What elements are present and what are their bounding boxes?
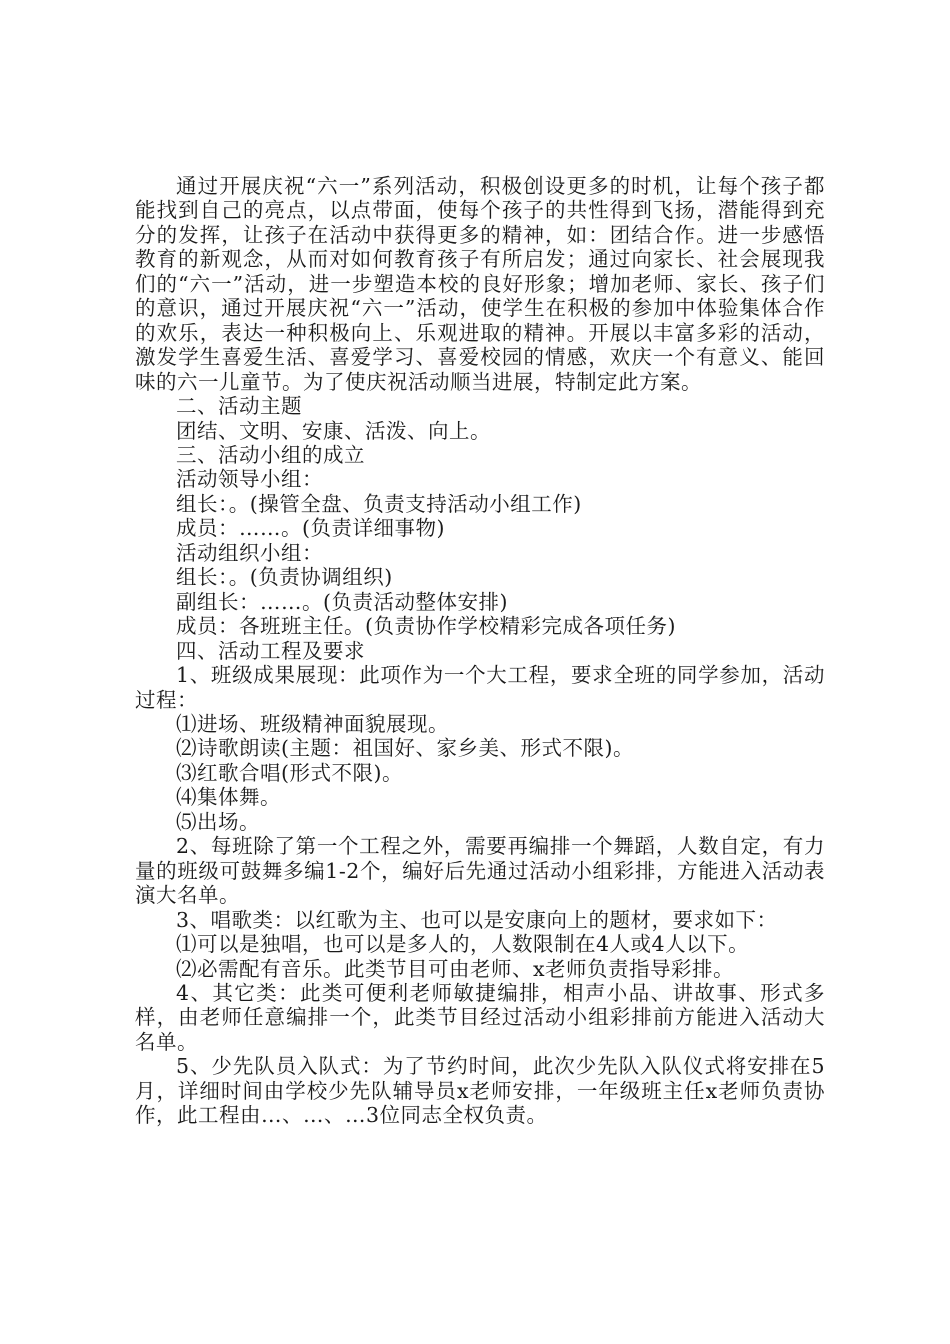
project-item-1-sub-2: ⑵诗歌朗读(主题：祖国好、家乡美、形式不限)。 [176, 736, 634, 761]
document-body [135, 174, 825, 1128]
org-group-deputy: 副组长：……。(负责活动整体安排) [176, 589, 508, 614]
project-item-3-sub-1: ⑴可以是独唱，也可以是多人的，人数限制在4人或4人以下。 [176, 932, 750, 957]
org-group-members: 成员：各班班主任。(负责协作学校精彩完成各项任务) [176, 614, 676, 639]
org-group-head: 组长：。(负责协调组织) [176, 565, 393, 590]
section-heading-groups: 三、活动小组的成立 [176, 442, 365, 467]
project-item-2: 2、每班除了第一个工程之外，需要再编排一个舞蹈，人数自定，有力量的班级可鼓舞多编1-2个，编好后先通过活动小组彩排，方能进入活动表演大名单。 [135, 834, 825, 908]
leader-group-head: 组长：。(操管全盘、负责支持活动小组工作) [176, 491, 582, 516]
project-item-5: 5、少先队员入队式：为了节约时间，此次少先队入队仪式将安排在5月，详细时间由学校少先队辅导员x老师安排，一年级班主任x老师负责协作，此工程由…、…、…3位同志全权负责。 [135, 1054, 825, 1128]
project-item-3-sub-2: ⑵必需配有音乐。此类节目可由老师、x老师负责指导彩排。 [176, 956, 735, 981]
leader-group-members: 成员：……。(负责详细事物) [176, 516, 445, 541]
project-item-1-sub-4: ⑷集体舞。 [176, 785, 281, 810]
org-group-title: 活动组织小组： [176, 540, 323, 565]
leader-group-title: 活动领导小组： [176, 467, 323, 492]
section-heading-theme: 二、活动主题 [176, 394, 302, 419]
intro-paragraph: 通过开展庆祝“六一”系列活动，积极创设更多的时机，让每个孩子都能找到自己的亮点，以点带面，使每个孩子的共性得到飞扬，潜能得到充分的发挥，让孩子在活动中获得更多的精神，如：团结合作。进一步感悟教育的新观念，从而对如何教育孩子有所启发；通过向家长、社会展现我们的“六一”活动，进一步塑造本校的良好形象；增加老师、家长、孩子们的意识，通过开展庆祝“六一”活动，使学生在积极的参加中体验集体合作的欢乐，表达一种积极向上、乐观进取的精神。开展以丰富多彩的活动，激发学生喜爱生活、喜爱学习、喜爱校园的情感，欢庆一个有意义、能回味的六一儿童节。为了使庆祝活动顺当进展，特制定此方案。 [135, 174, 825, 394]
project-item-1-sub-5: ⑸出场。 [176, 809, 260, 834]
project-item-1-sub-3: ⑶红歌合唱(形式不限)。 [176, 760, 403, 785]
theme-text: 团结、文明、安康、活泼、向上。 [176, 418, 491, 443]
section-heading-projects: 四、活动工程及要求 [176, 638, 365, 663]
project-item-4: 4、其它类：此类可便利老师敏捷编排，相声小品、讲故事、形式多样，由老师任意编排一个，此类节目经过活动小组彩排前方能进入活动大名单。 [135, 980, 825, 1054]
project-item-1-sub-1: ⑴进场、班级精神面貌展现。 [176, 711, 449, 736]
project-item-3: 3、唱歌类：以红歌为主、也可以是安康向上的题材，要求如下： [176, 907, 778, 932]
project-item-1: 1、班级成果展现：此项作为一个大工程，要求全班的同学参加，活动过程： [135, 663, 825, 712]
